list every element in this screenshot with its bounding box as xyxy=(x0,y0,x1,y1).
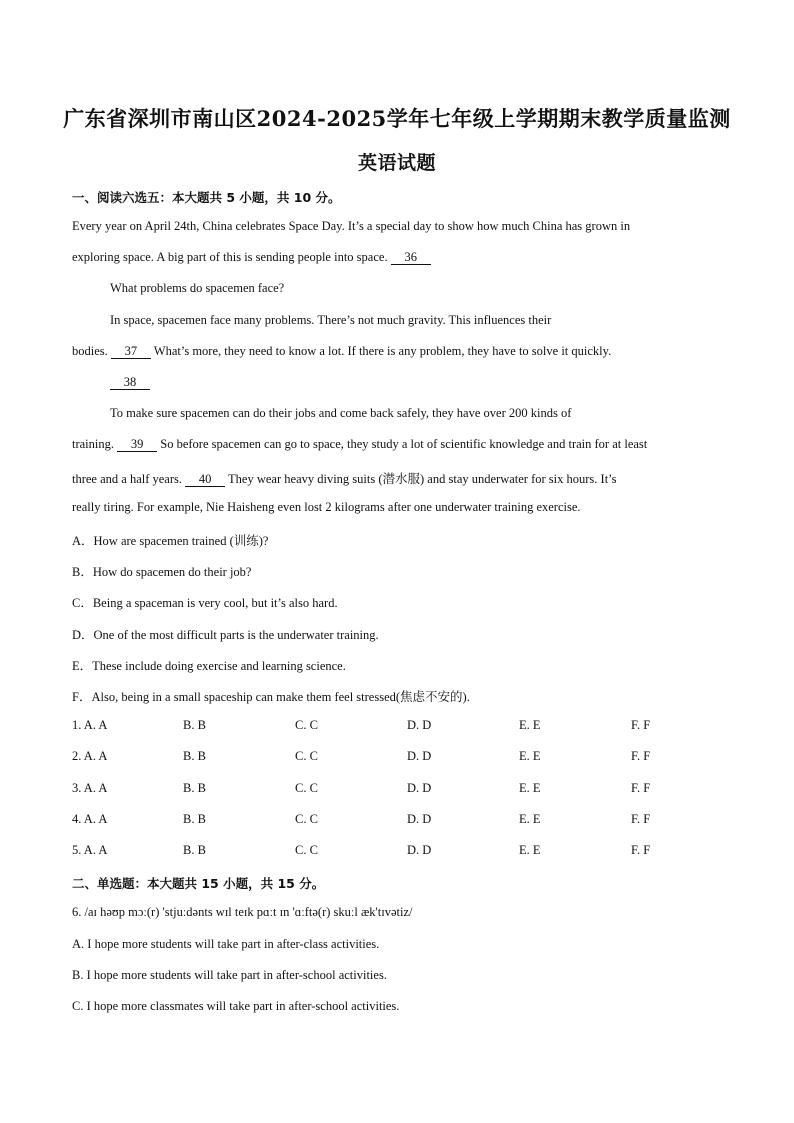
question-6-phonetic: 6. /aɪ həʊp mɔː(r) 'stjuːdənts wɪl teɪk pɑːt ɪn 'ɑːftə(r) skuːl æk'tɪvətiz/ xyxy=(72,905,413,919)
answer-choice[interactable]: F. F xyxy=(631,749,651,763)
answer-choice[interactable]: C. C xyxy=(295,812,318,826)
option-e: E．These include doing exercise and learning science. xyxy=(72,659,346,673)
section-2-heading: 二、单选题：本大题共 15 小题，共 15 分。 xyxy=(72,876,325,891)
answer-choice[interactable]: E. E xyxy=(519,718,541,732)
blank-38: 38 xyxy=(110,376,150,390)
passage-text: three and a half years. xyxy=(72,472,183,486)
answer-choice[interactable]: B. B xyxy=(183,843,206,857)
answer-choice[interactable]: B. B xyxy=(183,812,206,826)
answer-choice[interactable]: B. B xyxy=(183,781,206,795)
blank-36: 36 xyxy=(391,251,431,265)
answer-choice[interactable]: D. D xyxy=(407,843,432,857)
answer-choice[interactable]: F. F xyxy=(631,843,651,857)
passage-text: They wear heavy diving suits (潜水服) and stay underwater for six hours. It’s xyxy=(228,472,617,486)
option-a: A．How are spacemen trained (训练)? xyxy=(72,534,269,548)
passage-line: Every year on April 24th, China celebrates Space Day. It’s a special day to show how much China has grown in xyxy=(72,219,631,233)
passage-line xyxy=(72,250,431,265)
answer-choice[interactable]: C. C xyxy=(295,781,318,795)
option-f: F．Also, being in a small spaceship can make them feel stressed(焦虑不安的). xyxy=(72,690,470,704)
passage-line: In space, spacemen face many problems. There’s not much gravity. This influences their xyxy=(110,313,552,327)
choice-a[interactable]: A. I hope more students will take part in after-class activities. xyxy=(72,937,380,951)
passage-line xyxy=(72,469,617,487)
answer-choice[interactable]: F. F xyxy=(631,781,651,795)
passage-text: bodies. xyxy=(72,344,108,358)
document-title: 广东省深圳市南山区2024-2025学年七年级上学期期末教学质量监测 xyxy=(63,106,731,131)
answer-row-2 xyxy=(72,749,712,765)
choice-c[interactable]: C. I hope more classmates will take part in after-school activities. xyxy=(72,999,400,1013)
passage-line: What problems do spacemen face? xyxy=(110,281,285,295)
answer-choice[interactable]: 5. A. A xyxy=(72,843,108,857)
passage-text: So before spacemen can go to space, they study a lot of scientific knowledge and train for at least xyxy=(160,437,648,451)
answer-choice[interactable]: E. E xyxy=(519,843,541,857)
blank-40: 40 xyxy=(185,473,225,487)
answer-choice[interactable]: 2. A. A xyxy=(72,749,108,763)
answer-choice[interactable]: D. D xyxy=(407,812,432,826)
answer-choice[interactable]: F. F xyxy=(631,812,651,826)
answer-choice[interactable]: C. C xyxy=(295,843,318,857)
answer-row-5 xyxy=(72,843,712,859)
answer-choice[interactable]: B. B xyxy=(183,749,206,763)
blank-37: 37 xyxy=(111,345,151,359)
answer-choice[interactable]: C. C xyxy=(295,718,318,732)
answer-row-4 xyxy=(72,812,712,828)
answer-choice[interactable]: D. D xyxy=(407,718,432,732)
answer-choice[interactable]: 3. A. A xyxy=(72,781,108,795)
passage-line xyxy=(110,375,150,390)
passage-line xyxy=(72,437,647,452)
document-subtitle: 英语试题 xyxy=(357,152,436,174)
passage-text: What’s more, they need to know a lot. If there is any problem, they have to solve it quickly. xyxy=(153,344,612,358)
option-c: C．Being a spaceman is very cool, but it’s also hard. xyxy=(72,596,338,610)
answer-choice[interactable]: D. D xyxy=(407,781,432,795)
answer-choice[interactable]: 1. A. A xyxy=(72,718,108,732)
answer-choice[interactable]: E. E xyxy=(519,781,541,795)
passage-line: really tiring. For example, Nie Haisheng even lost 2 kilograms after one underwater training exercise. xyxy=(72,500,581,514)
answer-row-3 xyxy=(72,781,712,797)
option-d: D．One of the most difficult parts is the underwater training. xyxy=(72,628,379,642)
answer-choice[interactable]: 4. A. A xyxy=(72,812,108,826)
answer-row-1 xyxy=(72,718,712,734)
option-b: B．How do spacemen do their job? xyxy=(72,565,252,579)
passage-line: To make sure spacemen can do their jobs and come back safely, they have over 200 kinds of xyxy=(110,406,572,420)
answer-choice[interactable]: F. F xyxy=(631,718,651,732)
passage-text: exploring space. A big part of this is sending people into space. xyxy=(72,250,388,264)
section-1-heading: 一、阅读六选五：本大题共 5 小题，共 10 分。 xyxy=(72,190,341,205)
answer-choice[interactable]: D. D xyxy=(407,749,432,763)
answer-choice[interactable]: B. B xyxy=(183,718,206,732)
answer-choice[interactable]: E. E xyxy=(519,812,541,826)
blank-39: 39 xyxy=(117,438,157,452)
passage-text: training. xyxy=(72,437,115,451)
answer-choice[interactable]: C. C xyxy=(295,749,318,763)
answer-choice[interactable]: E. E xyxy=(519,749,541,763)
passage-line xyxy=(72,344,611,359)
choice-b[interactable]: B. I hope more students will take part in after-school activities. xyxy=(72,968,387,982)
